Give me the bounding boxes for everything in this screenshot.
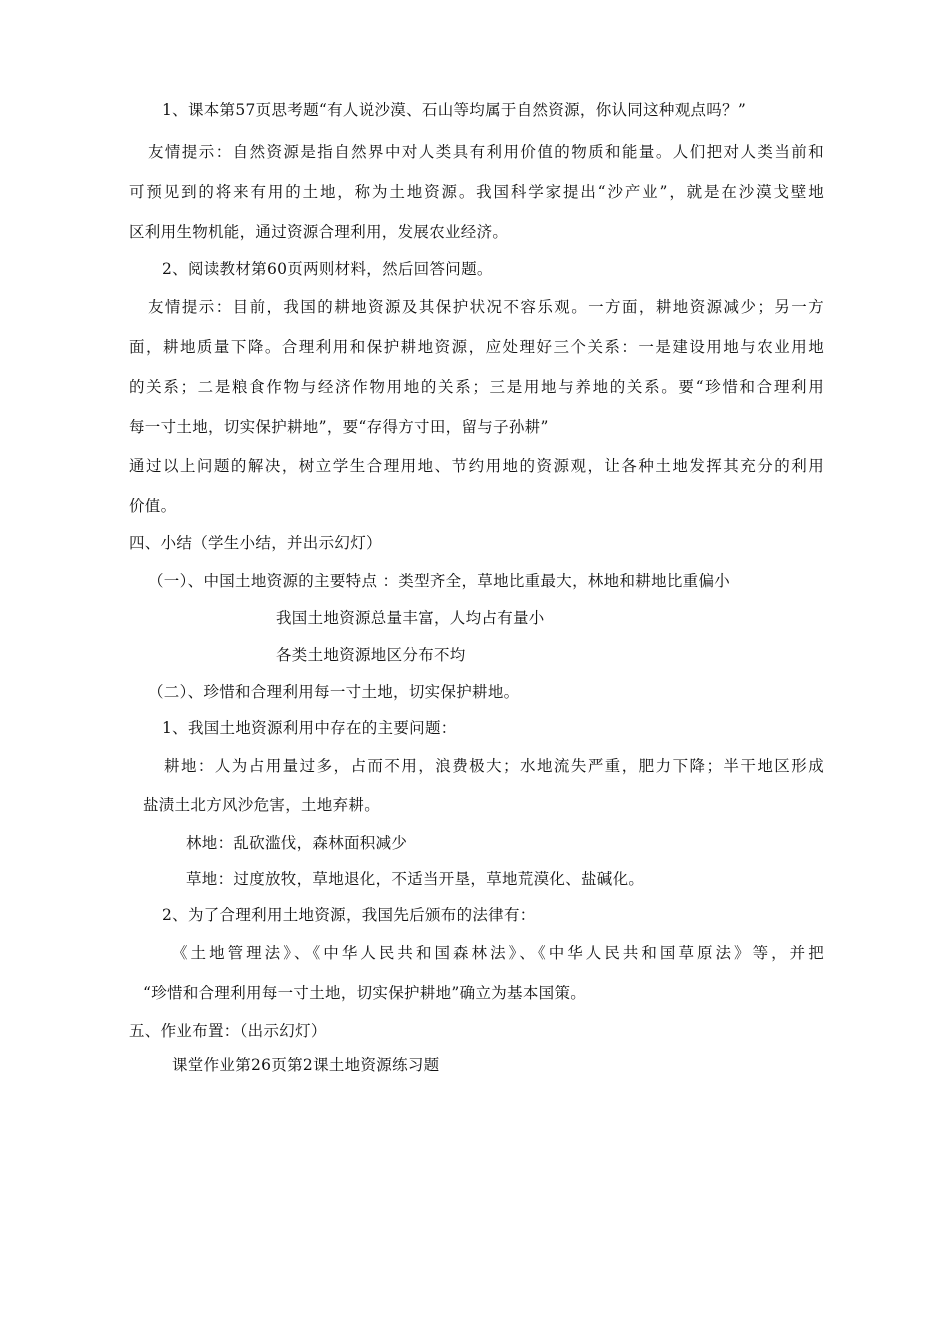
question-2: 2、阅读教材第60页两则材料，然后回答问题。 bbox=[162, 260, 493, 278]
subsection-1-point-2: 我国土地资源总量丰富，人均占有量小 bbox=[276, 609, 545, 627]
summary-paragraph-line-1: 通过以上问题的解决，树立学生合理用地、节约用地的资源观，让各种土地发挥其充分的利用 bbox=[129, 457, 824, 475]
question-1: 1、课本第57页思考题“有人说沙漠、石山等均属于自然资源，你认同这种观点吗？” bbox=[162, 101, 747, 119]
laws-line-1: 《土地管理法》、《中华人民共和国森林法》、《中华人民共和国草原法》等，并把 bbox=[172, 944, 824, 962]
hint-2-line-1: 友情提示：目前，我国的耕地资源及其保护状况不容乐观。一方面，耕地资源减少；另一方 bbox=[148, 298, 824, 316]
subsection-1-point-3: 各类土地资源地区分布不均 bbox=[276, 646, 466, 664]
section-4-heading: 四、小结（学生小结，并出示幻灯） bbox=[129, 534, 382, 552]
problems-heading: 1、我国土地资源利用中存在的主要问题： bbox=[162, 719, 457, 737]
hint-1-line-2: 可预见到的将来有用的土地，称为土地资源。我国科学家提出“沙产业”，就是在沙漠戈壁地 bbox=[129, 183, 824, 201]
farmland-problems-line-2: 盐渍土北方风沙危害，土地弃耕。 bbox=[143, 796, 381, 814]
laws-line-2: “珍惜和合理利用每一寸土地，切实保护耕地”确立为基本国策。 bbox=[143, 984, 587, 1002]
hint-2-line-4: 每一寸土地，切实保护耕地”，要“存得方寸田，留与子孙耕” bbox=[129, 418, 549, 436]
hint-2-line-2: 面，耕地质量下降。合理利用和保护耕地资源，应处理好三个关系：一是建设用地与农业用地 bbox=[129, 338, 824, 356]
hint-1-line-1: 友情提示：自然资源是指自然界中对人类具有利用价值的物质和能量。人们把对人类当前和 bbox=[148, 143, 824, 161]
section-5-heading: 五、作业布置：（出示幻灯） bbox=[129, 1022, 327, 1040]
subsection-2-heading: （二）、珍惜和合理利用每一寸土地，切实保护耕地。 bbox=[148, 683, 520, 701]
subsection-1-heading: （一）、中国土地资源的主要特点 ：类型齐全，草地比重最大，林地和耕地比重偏小 bbox=[148, 572, 731, 590]
grassland-problems: 草地：过度放牧，草地退化，不适当开垦，草地荒漠化、盐碱化。 bbox=[186, 870, 645, 888]
laws-heading: 2、为了合理利用土地资源，我国先后颁布的法律有： bbox=[162, 906, 536, 924]
forest-problems: 林地：乱砍滥伐，森林面积减少 bbox=[186, 834, 408, 852]
farmland-problems-line-1: 耕地：人为占用量过多，占而不用，浪费极大；水地流失严重，肥力下降；半干地区形成 bbox=[164, 757, 824, 775]
homework-item: 课堂作业第26页第2课土地资源练习题 bbox=[172, 1056, 440, 1074]
hint-1-line-3: 区利用生物机能，通过资源合理利用，发展农业经济。 bbox=[129, 223, 509, 241]
hint-2-line-3: 的关系；二是粮食作物与经济作物用地的关系；三是用地与养地的关系。要“珍惜和合理利用 bbox=[129, 378, 824, 396]
summary-paragraph-line-2: 价值。 bbox=[129, 497, 177, 515]
